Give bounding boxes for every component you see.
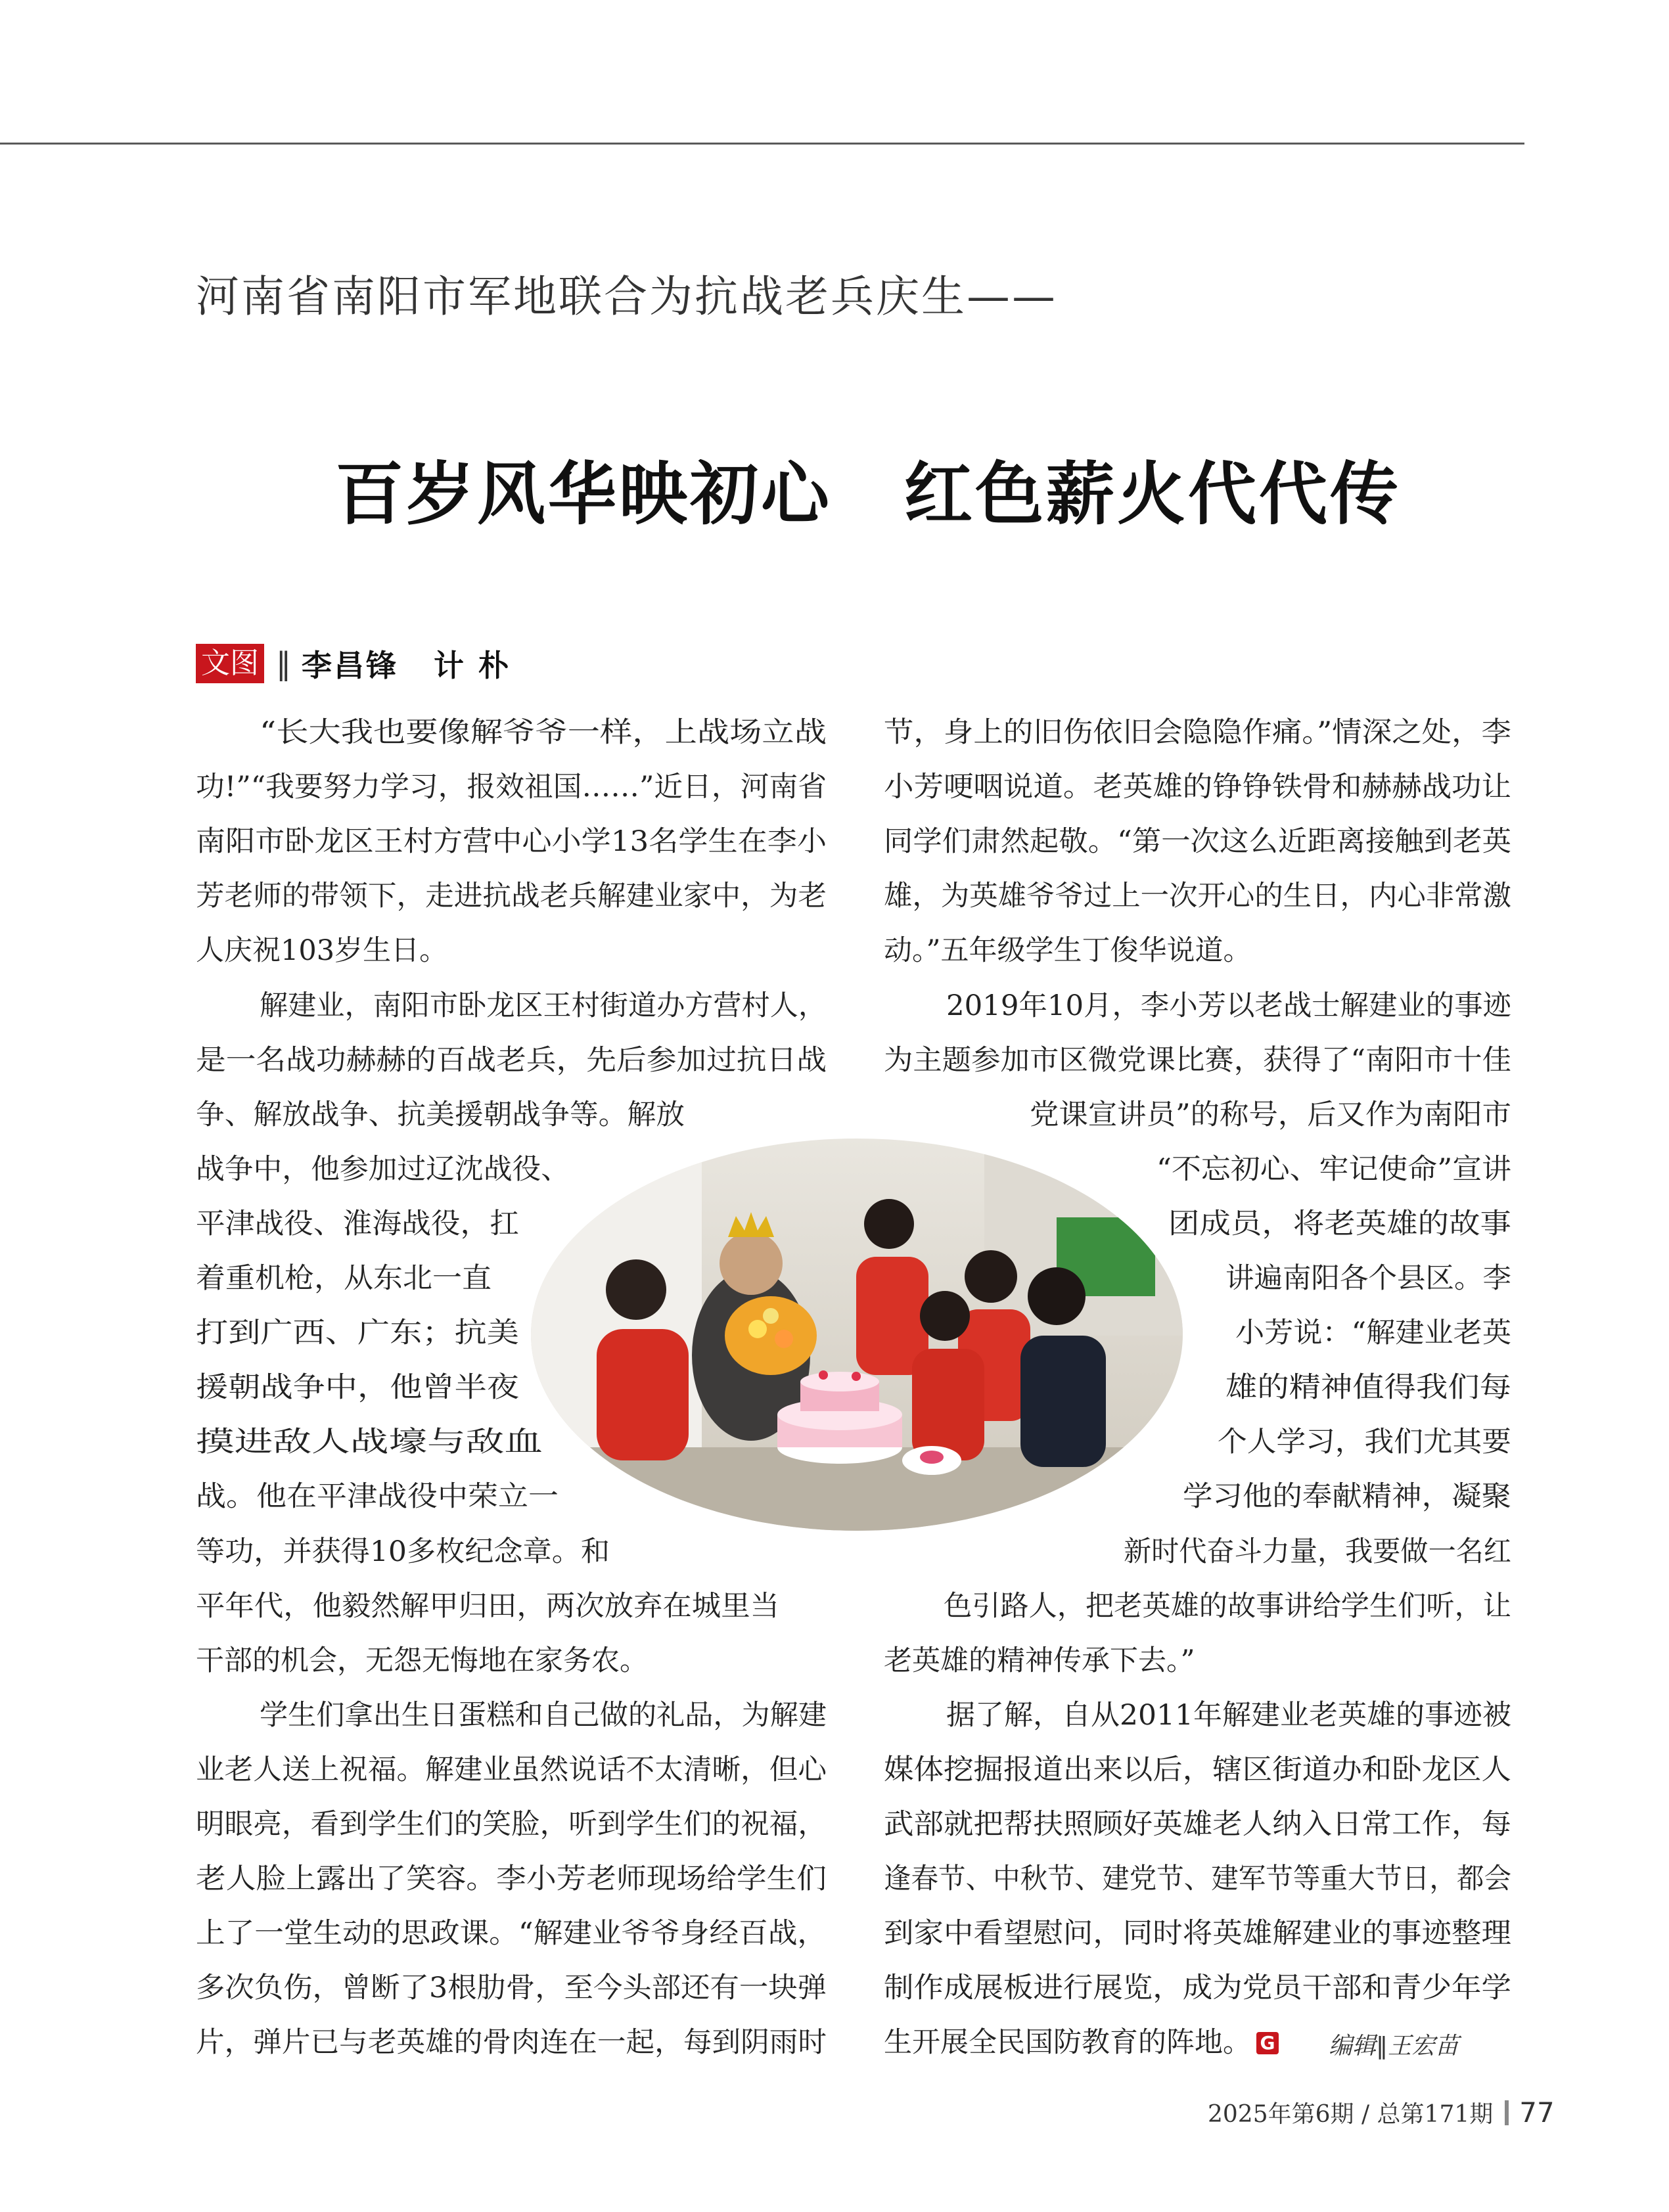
paragraph-line: 学习他的奉献精神，凝聚 — [1183, 1480, 1511, 1514]
byline-tag: 文图 — [196, 644, 264, 683]
paragraph-line: 平年代，他毅然解甲归田，两次放弃在城里当 — [196, 1589, 779, 1623]
author-name: 计 朴 — [434, 648, 511, 683]
page-number: 77 — [1519, 2096, 1555, 2129]
editor-credit: 编辑‖王宏苗 — [1329, 2033, 1459, 2060]
paragraph-line: “长大我也要像解爷爷一样，上战场立战 — [260, 716, 827, 749]
paragraph-line: 等功，并获得10多枚纪念章。和 — [196, 1535, 610, 1568]
article-end-icon: G — [1256, 2032, 1279, 2054]
headline-part-2: 红色薪火代代传 — [904, 454, 1402, 534]
byline-separator: ‖ — [276, 646, 291, 681]
paragraph-line: 制作成展板进行展览，成为党员干部和青少年学 — [884, 1972, 1511, 2005]
birthday-celebration-photo — [531, 1139, 1183, 1531]
paragraph-line: 小芳哽咽说道。老英雄的铮铮铁骨和赫赫战功让 — [884, 771, 1511, 804]
article-headline — [335, 439, 1401, 537]
paragraph-line: 战。他在平津战役中荣立一 — [196, 1480, 559, 1514]
paragraph-line: 动。”五年级学生丁俊华说道。 — [884, 934, 1252, 968]
headline-part-1: 百岁风华映初心 — [335, 454, 833, 534]
paragraph-line: 是一名战功赫赫的百战老兵，先后参加过抗日战 — [196, 1043, 827, 1077]
paragraph-line: 片，弹片已与老英雄的骨肉连在一起，每到阴雨时 — [196, 2026, 827, 2060]
paragraph-line: 解建业，南阳市卧龙区王村街道办方营村人， — [260, 989, 827, 1022]
paragraph-line: 多次负伤，曾断了3根肋骨，至今头部还有一块弹 — [196, 1972, 827, 2005]
paragraph-line: 老英雄的精神传承下去。” — [884, 1644, 1195, 1677]
paragraph-line: 讲遍南阳各个县区。李 — [1225, 1262, 1511, 1295]
paragraph-line: 明眼亮，看到学生们的笑脸，听到学生们的祝福， — [196, 1808, 827, 1841]
paragraph-line: 干部的机会，无怨无悔地在家务农。 — [196, 1644, 648, 1677]
paragraph-line: 色引路人，把老英雄的故事讲给学生们听，让 — [944, 1589, 1511, 1623]
paragraph-line: 功!”“我要努力学习，报效祖国……”近日，河南省 — [196, 771, 827, 804]
article-photo — [531, 1139, 1183, 1531]
paragraph-line: 芳老师的带领下，走进抗战老兵解建业家中，为老 — [196, 880, 827, 913]
paragraph-line: 平津战役、淮海战役，扛 — [196, 1207, 519, 1240]
paragraph-line: 生开展全民国防教育的阵地。 G — [884, 2029, 1279, 2057]
article-kicker: 河南省南阳市军地联合为抗战老兵庆生—— — [196, 271, 1057, 322]
paragraph-line: 雄的精神值得我们每 — [1225, 1371, 1511, 1405]
paragraph-line: 团成员，将老英雄的故事 — [1168, 1207, 1511, 1240]
footer-divider — [1505, 2100, 1509, 2125]
paragraph-line: 争、解放战争、抗美援朝战争等。解放 — [196, 1098, 685, 1131]
page-footer — [1208, 2096, 1555, 2129]
byline — [196, 643, 511, 685]
paragraph-line: 老人脸上露出了笑容。李小芳老师现场给学生们 — [196, 1862, 827, 1896]
paragraph-line: 为主题参加市区微党课比赛，获得了“南阳市十佳 — [884, 1043, 1511, 1077]
paragraph-line: 小芳说：“解建业老英 — [1235, 1317, 1511, 1350]
paragraph-line: 业老人送上祝福。解建业虽然说话不太清晰，但心 — [196, 1753, 827, 1786]
paragraph-line: 个人学习，我们尤其要 — [1218, 1426, 1511, 1459]
paragraph-line: 雄，为英雄爷爷过上一次开心的生日，内心非常激 — [884, 880, 1511, 913]
paragraph-line: 据了解，自从2011年解建业老英雄的事迹被 — [946, 1698, 1511, 1732]
paragraph-line: 党课宣讲员”的称号，后又作为南阳市 — [1030, 1098, 1511, 1131]
paragraph-line: 上了一堂生动的思政课。“解建业爷爷身经百战， — [196, 1917, 827, 1951]
issue-info: 2025年第6期 / 总第171期 — [1208, 2101, 1494, 2128]
paragraph-line: 2019年10月，李小芳以老战士解建业的事迹 — [946, 989, 1511, 1022]
paragraph-line: 打到广西、广东；抗美 — [196, 1317, 519, 1350]
paragraph-line: 逢春节、中秋节、建党节、建军节等重大节日，都会 — [884, 1862, 1511, 1896]
paragraph-line: 武部就把帮扶照顾好英雄老人纳入日常工作，每 — [884, 1808, 1511, 1841]
paragraph-line: 战争中，他参加过辽沈战役、 — [196, 1152, 570, 1186]
paragraph-line: 南阳市卧龙区王村方营中心小学13名学生在李小 — [196, 825, 827, 859]
paragraph-line: 新时代奋斗力量，我要做一名红 — [1124, 1535, 1511, 1568]
paragraph-line: 人庆祝103岁生日。 — [196, 934, 448, 968]
paragraph-line: 着重机枪，从东北一直 — [196, 1262, 492, 1295]
paragraph-line: 媒体挖掘报道出来以后，辖区街道办和卧龙区人 — [884, 1753, 1511, 1786]
paragraph-line: 学生们拿出生日蛋糕和自己做的礼品，为解建 — [260, 1698, 827, 1732]
paragraph-line: “不忘初心、牢记使命”宣讲 — [1156, 1152, 1511, 1186]
top-rule — [0, 143, 1524, 145]
paragraph-line: 节，身上的旧伤依旧会隐隐作痛。”情深之处，李 — [884, 716, 1511, 749]
paragraph-line: 援朝战争中，他曾半夜 — [196, 1371, 519, 1405]
author-name: 李昌锋 — [302, 648, 398, 683]
paragraph-line: 到家中看望慰问，同时将英雄解建业的事迹整理 — [884, 1917, 1511, 1951]
paragraph-line: 摸进敌人战壕与敌血 — [196, 1426, 543, 1459]
byline-authors — [302, 642, 511, 685]
paragraph-line: 同学们肃然起敬。“第一次这么近距离接触到老英 — [884, 825, 1511, 859]
